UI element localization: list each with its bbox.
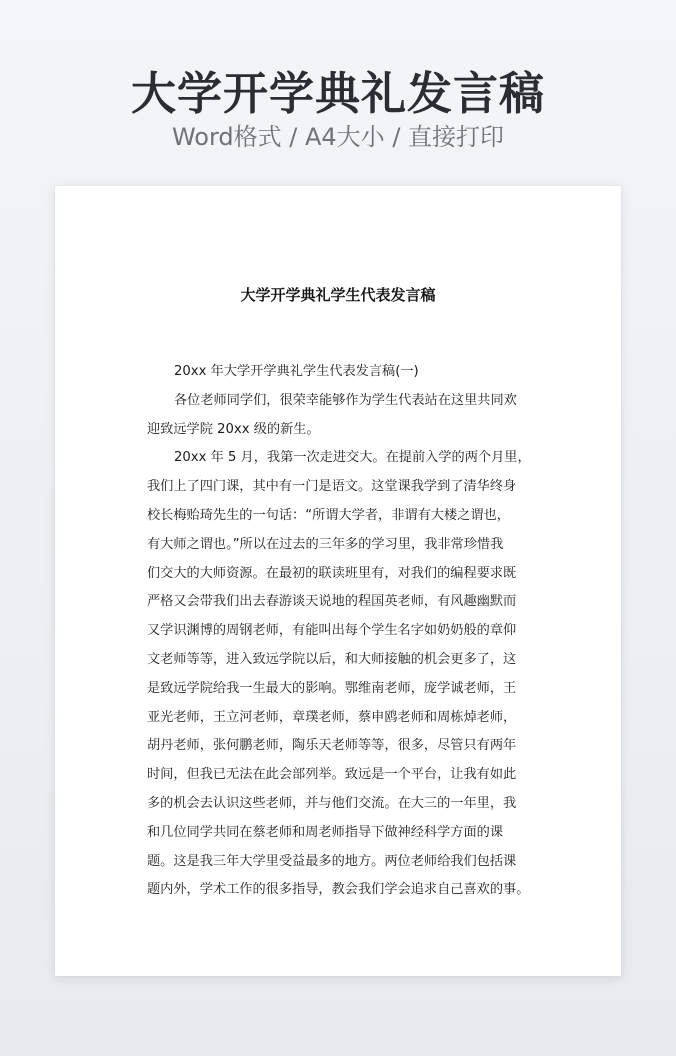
paragraph-line: 亚光老师，王立河老师，章璞老师，蔡申鸥老师和周栋焯老师， — [147, 709, 517, 725]
paragraph-line: 有大师之谓也。”所以在过去的三年多的学习里，我非常珍惜我 — [147, 536, 504, 552]
paragraph-line: 题。这是我三年大学里受益最多的地方。两位老师给我们包括课 — [147, 853, 517, 869]
paragraph-line: 和几位同学共同在蔡老师和周老师指导下做神经科学方面的课 — [147, 824, 504, 840]
banner — [0, 0, 676, 186]
paragraph-line: 校长梅贻琦先生的一句话：“所谓大学者，非谓有大楼之谓也， — [147, 507, 510, 523]
paragraph-line: 又学识渊博的周钢老师，有能叫出每个学生名字如奶奶般的章仰 — [147, 623, 517, 639]
paragraph-line: 严格又会带我们出去春游谈天说地的程国英老师，有风趣幽默而 — [147, 594, 517, 610]
paragraph-line: 文老师等等，进入致远学院以后，和大师接触的机会更多了，这 — [147, 651, 517, 667]
paragraph-line: 胡丹老师，张何鹏老师，陶乐天老师等等，很多，尽管只有两年 — [147, 738, 517, 754]
document-title: 大学开学典礼学生代表发言稿 — [240, 286, 436, 304]
paragraph-line: 各位老师同学们，很荣幸能够作为学生代表站在这里共同欢 — [174, 392, 517, 408]
paragraph-line: 时间，但我已无法在此会部列举。致远是一个平台，让我有如此 — [147, 767, 517, 783]
banner-subtitle: Word格式 / A4大小 / 直接打印 — [171, 123, 505, 151]
banner-title: 大学开学典礼发言稿 — [130, 67, 545, 120]
paragraph-line: 题内外，学术工作的很多指导，教会我们学会追求自己喜欢的事。 — [147, 882, 530, 898]
paragraph-line: 是致远学院给我一生最大的影响。鄂维南老师，庞学诚老师，王 — [147, 680, 517, 696]
document-page — [55, 186, 621, 976]
paragraph-line: 20xx 年 5 月，我第一次走进交大。在提前入学的两个月里， — [174, 450, 531, 466]
section-heading: 20xx 年大学开学典礼学生代表发言稿(一) — [174, 364, 419, 379]
paragraph-line: 我们上了四门课，其中有一门是语文。这堂课我学到了清华终身 — [147, 479, 517, 495]
paragraph-line: 多的机会去认识这些老师，并与他们交流。在大三的一年里，我 — [147, 795, 517, 811]
paragraph-line: 迎致远学院 20xx 级的新生。 — [147, 421, 320, 437]
paragraph-line: 们交大的大师资源。在最初的联读班里有，对我们的编程要求既 — [147, 565, 517, 581]
document-body — [147, 358, 531, 905]
